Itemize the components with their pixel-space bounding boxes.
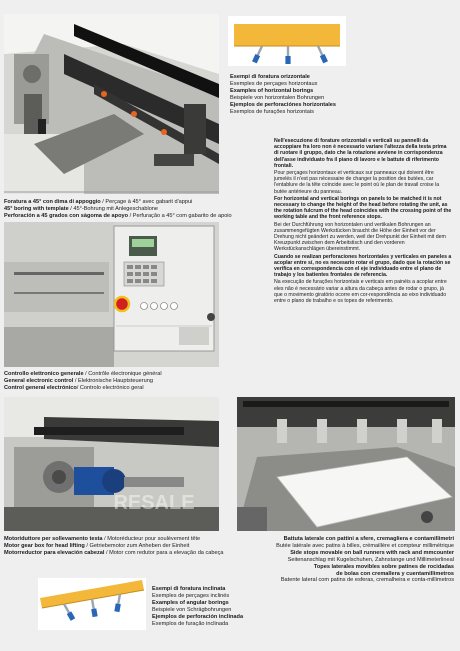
caption-line: Exemplos de furações horizontais	[230, 108, 314, 115]
diagram-horizontal-borings	[228, 16, 346, 66]
body-paragraph: Pour perçages horizontaux et verticaux sur panneaux qui doivent être jumelés il n'est pas nécessaire de changer la position des butées, car l'entablure de la tête coïncide avec le point où le plan de travail croise la butée antérieure du panneau.	[274, 170, 440, 195]
caption-line-bold: Foratura a 45° con dima di appoggio	[4, 199, 101, 205]
caption-line-bold: General electronic control	[4, 377, 74, 384]
caption-line: Beispiele von horizontalen Bohrungen	[230, 94, 325, 101]
caption-line: Examples of horizontal borings	[230, 87, 314, 94]
caption-line: Ejemplos de perforación inclinada	[152, 613, 244, 620]
watermark-text: RESALE	[113, 492, 195, 514]
caption-line-bold: Motorreductor para elevación cabezal	[4, 549, 105, 556]
caption-line: de bolas con cremallera y cuentamillimetros	[336, 570, 454, 577]
photo-motor-gearbox	[4, 397, 219, 531]
caption-line-normal: / Motor com redutor para a elevação da cabeça	[104, 549, 224, 556]
caption-line: Esempi di foratura inclinata	[152, 586, 226, 592]
caption-line-normal: / Perçage à 45° avec gabarit d'appui	[100, 199, 193, 205]
caption-line-bold: Motoriduttore per sollevamento testa	[4, 536, 103, 542]
caption-angular-borings	[152, 586, 302, 627]
caption-line-bold: Perforación a 45 grados con sàgoma de apoyo	[4, 212, 129, 219]
body-paragraph: For horizontal and vertical borings on panels to be matched it is not necessary to change the height of the head before rotating the unit, as the rotation fulcrum of the head coincides with the crossing point of the working table and the front reference stops.	[274, 195, 452, 221]
caption-line	[4, 371, 224, 378]
caption-line: Side stops movable on ball runners with rack and mmcounter	[290, 549, 454, 556]
caption-line: Topes laterales movibles sobre patines de rocidadas	[313, 563, 454, 570]
caption-line: Batente lateral com patins de esferas, cremalheira e conta-millimetros	[280, 577, 454, 584]
caption-line	[4, 536, 244, 543]
caption-line: Ejemplos de perforaciónes horizontales	[230, 101, 336, 108]
body-paragraph: Na execução de furações horizontais e verticais em painéis a acoplar entre eles não é necessário variar a altura da cabeça antes de rodar o grupo, já que o movimento giratório ocorre em cor-respondência ao eixo individuado entre o plano de trabalho e os topes de referimento.	[274, 279, 447, 305]
caption-horizontal-borings	[230, 74, 410, 115]
caption-line: Esempi di foratura orizzontale	[230, 74, 310, 80]
caption-line-bold: Motor gear box for head lifting	[4, 542, 85, 549]
caption-line-normal: / Controlo electrónico geral	[76, 384, 144, 391]
control-display	[132, 239, 154, 247]
caption-line: Beispiele von Schrägbohrungen	[152, 606, 232, 613]
photo-electronic-control	[4, 222, 219, 367]
photo-side-stops	[237, 397, 455, 531]
caption-line-normal: / 45°-Bohrung mit Anlegeschablone	[68, 205, 159, 212]
caption-line: Exemples de perçages inclinés	[152, 592, 230, 599]
caption-line-normal: / Elektronische Hauptsteuerung	[73, 377, 153, 384]
body-text	[274, 138, 452, 305]
caption-line: Battuta laterale con pattini a sfere, cremagliera e contamillimetri	[283, 536, 454, 542]
caption-line	[4, 199, 244, 206]
caption-line-normal: / Motoréducteur pour soulèvement tête	[102, 536, 201, 542]
photo-45-boring	[4, 14, 219, 194]
caption-line: Seitenanschlag mit Kugelschuhen, Zahnstange und Millimeterlineal	[287, 556, 454, 563]
caption-45-boring	[4, 199, 244, 220]
caption-line: Examples of angular borings	[152, 599, 229, 606]
caption-line	[4, 543, 244, 550]
diagram-angular-borings	[38, 578, 146, 630]
body-paragraph: Nell'esecuzione di forature orizzontali e verticali su pannelli da accoppiare fra loro non è necessario variare l'altezza della testa prima di ruotare il gruppo, dato che la rotazione avviene in corrispondenza dell'asse individuato fra il piano di lavoro e le battute di riferimento frontali.	[274, 138, 447, 169]
emergency-stop-button	[115, 297, 129, 311]
caption-line: Exemples de perçages horizontaux	[230, 80, 318, 87]
body-paragraph: Cuando se realizan perforaciones horizontales y verticales en paneles a acoplar entre sí, no es necesario rotar el grupo, dado que la rotación se verifica en correspondencia con el eje individuado entre el plano de trabajo y los batientes frontales de referencia.	[274, 253, 452, 279]
caption-line	[4, 550, 244, 557]
body-paragraph: Bei der Durchführung von horizontalen und vertikalen Bohrungen an zusammengefügten Werkstücken braucht die Höhe der Einheit vor der Drehung nicht geändert zu werden, weil der Drehpunkt der Einheit mit dem Kreuzpunkt zwischen dem Arbeitstisch und den vorderen Werkstückanschlägen übereinstimmt.	[274, 221, 446, 253]
caption-line-bold: 45° boring with template	[4, 205, 69, 212]
caption-line	[4, 378, 224, 385]
caption-side-stops	[236, 536, 454, 584]
caption-line: Exemplos de furação inclinada	[152, 620, 229, 627]
caption-motor-gearbox	[4, 536, 244, 557]
caption-line-bold: Control general electrónico	[4, 384, 77, 391]
caption-line-bold: Controllo elettronico generale	[4, 371, 84, 377]
caption-line-normal: / Getriebemotor zum Anheben der Einheit	[84, 542, 190, 549]
caption-electronic-control	[4, 371, 224, 392]
caption-line-normal: / Contrôle électronique général	[83, 371, 162, 377]
caption-line	[4, 385, 224, 392]
caption-line	[4, 206, 244, 213]
caption-line-normal: / Perfuração a 45° com gabarito de apoio	[128, 212, 232, 219]
diagram-horizontal-board	[234, 24, 340, 46]
caption-line: Butée latérale avec patins à billes, crémaillère et compteur millimétrique	[276, 542, 454, 549]
caption-line	[4, 213, 244, 220]
